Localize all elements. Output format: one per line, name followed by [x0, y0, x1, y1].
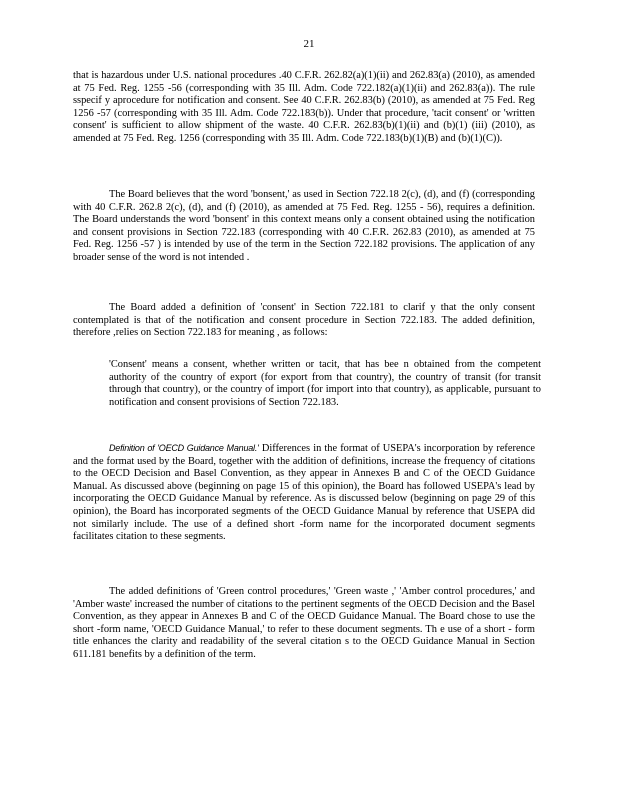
- paragraph-4-body: Differences in the format of USEPA's incorporation by reference and the format used by the Board, together with the addition of definitions, increase the frequency of citations to the OECD Decision and Basel Convention, as they appear in Annexes B and C of the OECD Guidance Manual. As discussed above (beginning on page 15 of this opinion), the Board has followed USEPA's lead by incorporating the OECD Guidance Manual by reference. As is discussed below (beginning on page 29 of this opinion), the Board has incorporated segments of the OECD Guidance Manual by reference that USEPA did not similarly include. The use of a defined short -form name for the incorporated document segments facilitates citation to these segments.: [73, 443, 535, 543]
- paragraph-2: The Board believes that the word 'bonsent,' as used in Section 722.18 2(c), (d), and (f) (corresponding with 40 C.F.R. 262.8 2(c), (d), and (f) (2010), as amended at 75 Fed. Reg. 1255 - 56), requires a definition. The Board understands the word 'bonsent' in this context means only a consent obtained using the notification and consent provisions in Section 722.183 (corresponding with 40 C.F.R. 262.83 (2010), as amended at 75 Fed. Reg. 1256 -57 ) is intended by use of the term in the Section 722.182 provisions. The application of any broader sense of the word is not intended .: [73, 189, 535, 263]
- section-heading-oecd-definition: Definition of 'OECD Guidance Manual.': [109, 443, 259, 453]
- paragraph-4: [73, 442, 535, 544]
- page-number: 21: [303, 38, 315, 50]
- paragraph-3: The Board added a definition of 'consent' in Section 722.181 to clarif y that the only consent contemplated is that of the notification and consent procedure in Section 722.183. The added definition, therefore ,relies on Section 722.183 for meaning , as follows:: [73, 302, 535, 339]
- paragraph-1: that is hazardous under U.S. national procedures .40 C.F.R. 262.82(a)(1)(ii) and 262.83(a) (2010), as amended at 75 Fed. Reg. 1255 -56 (corresponding with 35 Ill. Adm. Code 722.182(a)(1)(ii) and 262.83(a)). The rule sspecif y aprocedure for notification and consent. See 40 C.F.R. 262.83(b) (2010), as amended at 75 Fed. Reg 1256 -57 (corresponding with 35 Ill. Adm. Code 722.183(b)). Under that procedure, 'tacit consent' or 'written consent' is sufficient to allow shipment of the waste. 40 C.F.R. 262.83(b)(1)(ii) and (b)(1) (iii) (2010), as amended at 75 Fed. Reg. 1256 (corresponding with 35 Ill. Adm. Code 722.183(b)(1)(B) and (b)(1)(C)).: [73, 70, 535, 144]
- block-quote-consent-definition: 'Consent' means a consent, whether written or tacit, that has bee n obtained from the competent authority of the country of export (for export from that country), the country of transit (for transit through that country), or the country of import (for import into that country), as applicable, pursuant to notification and consent provisions of Section 722.183.: [109, 359, 541, 408]
- paragraph-5: The added definitions of 'Green control procedures,' 'Green waste ,' 'Amber control procedures,' and 'Amber waste' increased the number of citations to the pertinent segments of the OECD Decision and the Basel Convention, as they appear in Annexes B and C of the OECD Guidance Manual. The Board chose to use the short -form name, 'OECD Guidance Manual,' to refer to these document segments. Th e use of a short - form title enhances the clarity and readability of the several citation s to the OECD Guidance Manual in Section 611.181 benefits by a definition of the term.: [73, 586, 535, 660]
